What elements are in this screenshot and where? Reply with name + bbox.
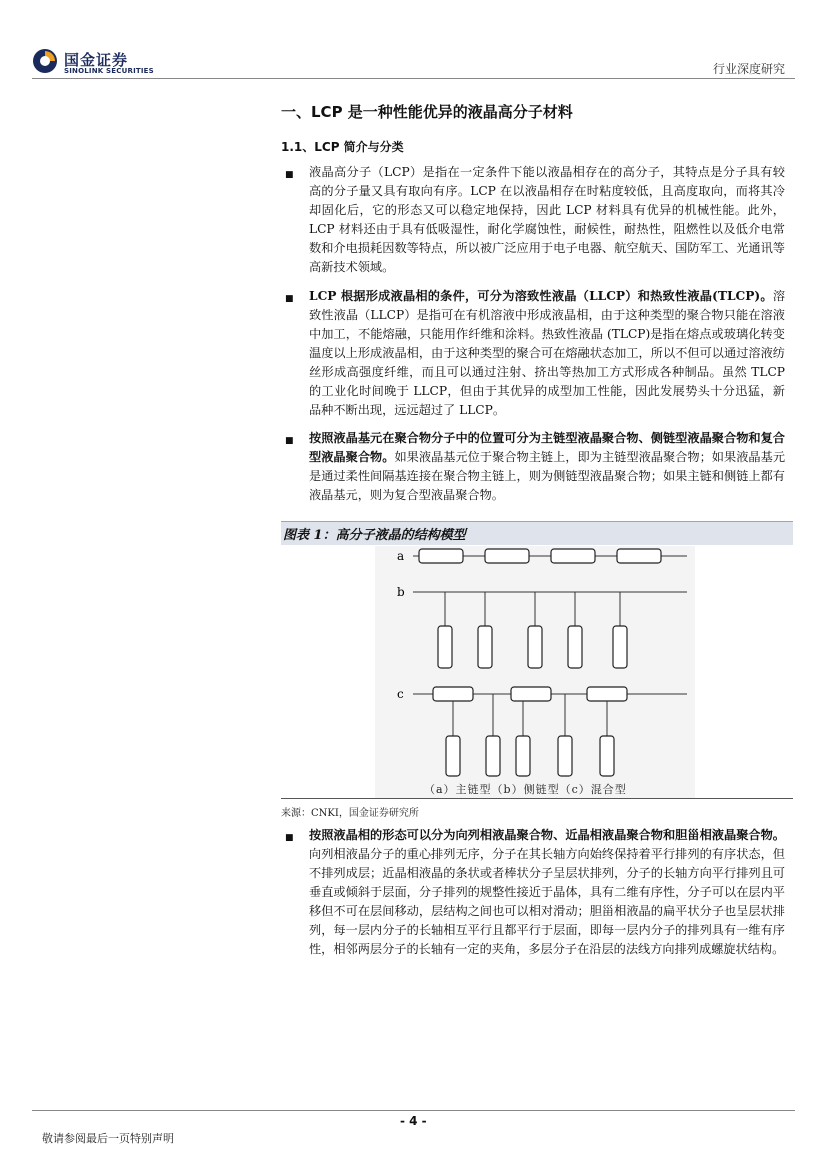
page-number: - 4 - — [400, 1114, 427, 1128]
figure-caption: （a）主链型（b）侧链型（c）混合型 — [424, 783, 627, 796]
mesogen-c7 — [558, 736, 572, 776]
figure-title: 图表 1：高分子液晶的结构模型 — [283, 528, 466, 543]
figure-bottom-rule — [281, 798, 793, 799]
paragraph-4-text: 向列相液晶分子的重心排列无序，分子在其长轴方向始终保持着平行排列的有序状态，但不排列成层；近晶相液晶的条状或者棒状分子呈层状排列，分子的长轴方向平行排列且可垂直或倾斜于层面，分子排列的规整性接近于晶体，具有二维有序性，分子可以在层内平移但不可在层间移动，层结构之间也可以相对滑动；胆甾相液晶的扁平状分子也呈层状排列，每一层内分子的长轴相互平行且都平行于层面，即每一层内分子的排列具有一维有序性，相邻两层分子的长轴有一定的夹角，多层分子在沿层的法线方向排列成螺旋状结构。 — [309, 847, 785, 956]
mesogen-c1 — [433, 687, 473, 701]
mesogen-c2 — [511, 687, 551, 701]
mesogen-c8 — [600, 736, 614, 776]
label-b: b — [397, 585, 405, 599]
bullet-icon: ■ — [285, 170, 294, 180]
logo-text-en: SINOLINK SECURITIES — [64, 67, 154, 75]
paragraph-2-bold: LCP 根据形成液晶相的条件，可分为溶致性液晶（LLCP）和热致性液晶(TLCP)。 — [309, 289, 773, 303]
paragraph-1 — [309, 163, 785, 277]
label-a: a — [397, 549, 405, 563]
mesogen-b1 — [438, 626, 452, 668]
paragraph-3-bold: 按照液晶基元在聚合物分子中的位置可分为主链型液晶聚合物、侧链型液晶聚合物和复合型液晶聚合物。 — [309, 431, 785, 464]
disclaimer-note: 敬请参阅最后一页特别声明 — [42, 1132, 174, 1145]
mesogen-c4 — [446, 736, 460, 776]
mesogen-c3 — [587, 687, 627, 701]
page-header — [0, 0, 827, 80]
footer-divider — [32, 1110, 795, 1111]
figure-source: 来源：CNKI，国金证券研究所 — [281, 808, 419, 819]
paragraph-2 — [309, 287, 785, 420]
section-subtitle: 1.1、LCP 简介与分类 — [281, 140, 404, 154]
mesogen-b4 — [568, 626, 582, 668]
paragraph-3-text: 如果液晶基元位于聚合物主链上，即为主链型液晶聚合物；如果液晶基元是通过柔性间隔基连接在聚合物主链上，则为侧链型液晶聚合物；如果主链和侧链上都有液晶基元，则为复合型液晶聚合物。 — [309, 450, 786, 502]
mesogen-c5 — [486, 736, 500, 776]
bullet-icon: ■ — [285, 833, 294, 843]
mesogen-a3 — [551, 549, 595, 563]
sinolink-logo-icon — [32, 48, 58, 74]
mesogen-c6 — [516, 736, 530, 776]
header-divider — [32, 78, 795, 79]
bullet-icon: ■ — [285, 436, 294, 446]
mesogen-b2 — [478, 626, 492, 668]
section-title: 一、LCP 是一种性能优异的液晶高分子材料 — [281, 103, 573, 121]
paragraph-3 — [309, 429, 785, 505]
lcp-structure-diagram — [375, 546, 695, 798]
bullet-icon: ■ — [285, 294, 294, 304]
report-type: 行业深度研究 — [712, 62, 785, 76]
mesogen-a1 — [419, 549, 463, 563]
mesogen-b5 — [613, 626, 627, 668]
label-c: c — [397, 687, 404, 701]
paragraph-1-text: 液晶高分子（LCP）是指在一定条件下能以液晶相存在的高分子，其特点是分子具有较高的分子量又具有取向有序。LCP 在以液晶相存在时粘度较低，且高度取向，而将其冷却固化后，它的形态又可以稳定地保持，因此 LCP 材料具有优异的机械性能。此外，LCP 材料还由于具有低吸湿性，耐化学腐蚀性，耐候性，耐热性，阻燃性以及低介电常数和介电损耗因数等特点，所以被广泛应用于电子电器、航空航天、国防军工、光通讯等高新技术领域。 — [309, 165, 785, 274]
logo-text-cn: 国金证券 — [64, 51, 129, 69]
paragraph-2-text: 溶致性液晶（LLCP）是指可在有机溶液中形成液晶相，由于这种类型的聚合物只能在溶液中加工，不能熔融，只能用作纤维和涂料。热致性液晶 (TLCP)是指在熔点或玻璃化转变温度以上形成液晶相，由于这种类型的聚合可在熔融状态加工，所以不但可以通过溶液纺丝形成高强度纤维，而且可以通过注射、挤出等热加工方式形成各种制品。虽然 TLCP 的工业化时间晚于 LLCP，但由于其优异的成型加工性能，因此发展势头十分迅猛，新品种不断出现，远远超过了 LLCP。 — [309, 289, 785, 417]
paragraph-4 — [309, 826, 785, 959]
mesogen-a2 — [485, 549, 529, 563]
mesogen-b3 — [528, 626, 542, 668]
paragraph-4-bold: 按照液晶相的形态可以分为向列相液晶聚合物、近晶相液晶聚合物和胆甾相液晶聚合物。 — [309, 828, 785, 842]
mesogen-a4 — [617, 549, 661, 563]
